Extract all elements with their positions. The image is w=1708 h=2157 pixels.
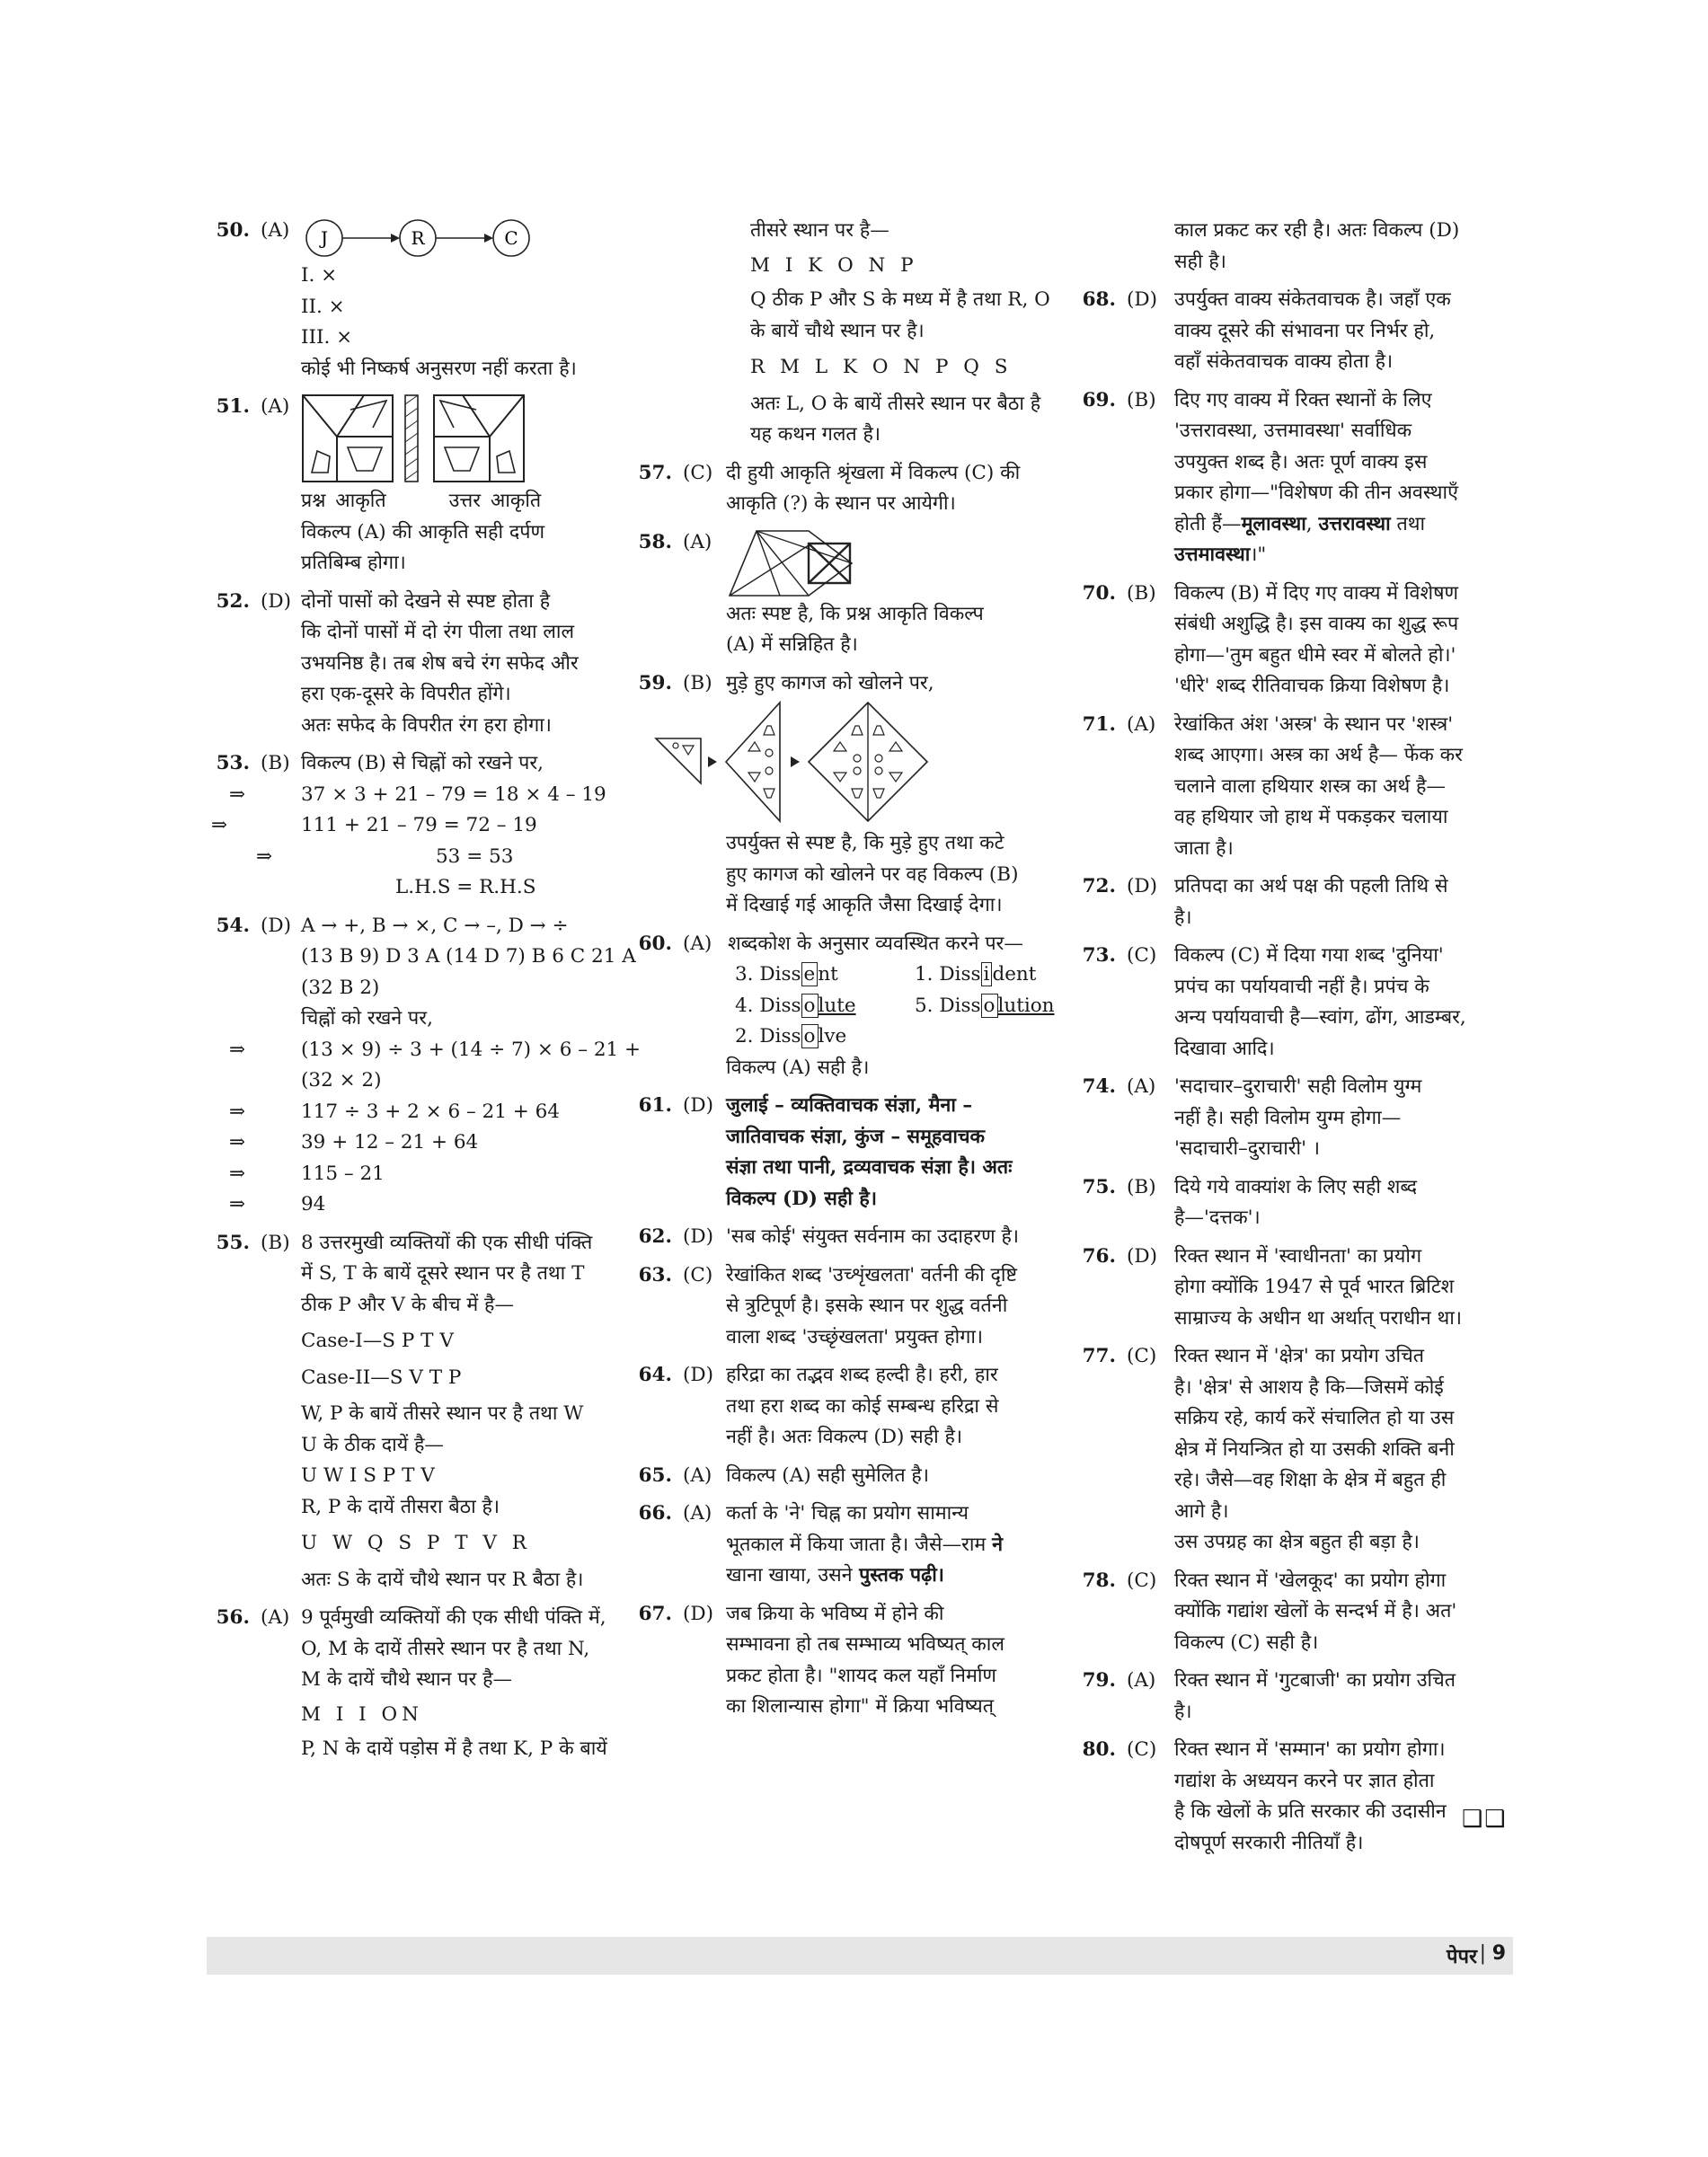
word-item: 1. Diss i dent bbox=[915, 963, 1037, 986]
answer-option: (A) bbox=[683, 1463, 712, 1487]
answer-text: रिक्त स्थान में 'सम्मान' का प्रयोग होगा। bbox=[1174, 1738, 1446, 1761]
answer-text: दिये गये वाक्यांश के लिए सही शब्द bbox=[1174, 1175, 1417, 1198]
answer-text: नहीं है। अतः विकल्प (D) सही है। bbox=[726, 1426, 963, 1448]
case-line: Case-II—S V T P bbox=[301, 1366, 462, 1389]
question-number: 73. bbox=[1082, 944, 1116, 967]
answer-text: अन्य पर्यायवाची है—स्वांग, ढोंग, आडम्बर, bbox=[1174, 1006, 1466, 1029]
question-number: 72. bbox=[1082, 875, 1116, 897]
sequence-line: U W I S P T V bbox=[301, 1464, 435, 1487]
answer-text: के बायें चौथे स्थान पर है। bbox=[750, 319, 925, 342]
question-number: 60. bbox=[638, 932, 672, 955]
question-number: 53. bbox=[216, 752, 250, 774]
answer-text: है कि खेलों के प्रति सरकार की उदासीन bbox=[1174, 1800, 1447, 1823]
node-chain-diagram bbox=[301, 216, 535, 261]
word-item: 3. Diss e nt bbox=[735, 963, 838, 986]
question-66 bbox=[638, 1498, 1076, 1592]
answer-text: दोनों पासों को देखने से स्पष्ट होता है bbox=[301, 589, 551, 613]
answer-text: जुलाई – व्यक्तिवाचक संज्ञा, मैना – bbox=[726, 1094, 973, 1117]
question-number: 65. bbox=[638, 1463, 672, 1487]
node-c-label: C bbox=[504, 227, 518, 249]
equation-line bbox=[229, 1035, 642, 1066]
answer-text: कि दोनों पासों में दो रंग पीला तथा लाल bbox=[301, 621, 575, 643]
answer-text: U के ठीक दायें है— bbox=[301, 1433, 444, 1456]
footer-separator: | bbox=[1479, 1942, 1486, 1965]
answer-option: (D) bbox=[261, 589, 292, 613]
answer-text: वाक्य दूसरे की संभावना पर निर्भर हो, bbox=[1174, 319, 1436, 342]
question-number: 50. bbox=[216, 219, 250, 242]
node-r-label: R bbox=[411, 227, 425, 249]
answer-text: प्रतिबिम्ब होगा। bbox=[301, 552, 406, 574]
answer-text: 'सब कोई' संयुक्त सर्वनाम का उदाहरण है। bbox=[726, 1225, 1020, 1248]
word-item: 4. Diss o lute bbox=[735, 994, 856, 1017]
section-end-mark: ❑❑ bbox=[1462, 1806, 1508, 1833]
question-62 bbox=[638, 1222, 1076, 1253]
answer-text: चिह्नों को रखने पर, bbox=[301, 1007, 433, 1030]
question-73 bbox=[1082, 941, 1515, 1065]
question-number: 68. bbox=[1082, 288, 1116, 311]
equation-line bbox=[229, 1189, 627, 1221]
question-number: 76. bbox=[1082, 1244, 1116, 1268]
answer-text: हरिद्रा का तद्भव शब्द हल्दी है। हरी, हार bbox=[726, 1364, 998, 1386]
equation-line bbox=[229, 780, 627, 811]
equation: 117 ÷ 3 + 2 × 6 – 21 + 64 bbox=[301, 1100, 560, 1123]
conclusion-3: III. × bbox=[301, 326, 353, 349]
answer-text: अतः S के दायें चौथे स्थान पर R बैठा है। bbox=[301, 1568, 584, 1591]
question-78 bbox=[1082, 1566, 1515, 1659]
answer-text: प्रकट होता है। "शायद कल यहाँ निर्माण bbox=[726, 1664, 996, 1687]
answer-option: (B) bbox=[261, 752, 290, 774]
question-56 bbox=[205, 1603, 627, 1765]
answer-text: हुए कागज को खोलने पर वह विकल्प (B) bbox=[726, 862, 1019, 886]
answer-text: कर्ता के 'ने' चिह्न का प्रयोग सामान्य bbox=[726, 1502, 969, 1525]
question-number: 55. bbox=[216, 1231, 250, 1254]
answer-option: (A) bbox=[1127, 1669, 1156, 1692]
answer-text: होगा—'तुम बहुत धीमे स्वर में बोलते हो।' bbox=[1174, 643, 1456, 667]
question-77 bbox=[1082, 1341, 1515, 1559]
answer-text: R, P के दायें तीसरा बैठा है। bbox=[301, 1495, 500, 1518]
word-order-list bbox=[726, 959, 1076, 1053]
folded-paper-figure bbox=[654, 699, 987, 825]
answer-text: दी हुयी आकृति श्रृंखला में विकल्प (C) की bbox=[726, 461, 1021, 484]
answer-option: (B) bbox=[683, 671, 712, 694]
answer-text: होगा क्योंकि 1947 से पूर्व भारत ब्रिटिश bbox=[1174, 1276, 1455, 1298]
question-number: 75. bbox=[1082, 1175, 1116, 1198]
answer-option: (D) bbox=[683, 1094, 714, 1117]
question-number: 78. bbox=[1082, 1569, 1116, 1592]
question-67 bbox=[638, 1599, 1076, 1723]
question-60 bbox=[638, 929, 1076, 1084]
answer-text: चलाने वाला हथियार शस्त्र का अर्थ है— bbox=[1174, 774, 1446, 798]
answer-text: ठीक P और V के बीच में है— bbox=[301, 1293, 514, 1316]
implies-arrow: ⇒ bbox=[229, 1038, 246, 1061]
answer-text: 'सदाचारी–दुराचारी' । bbox=[1174, 1137, 1321, 1160]
answer-text: विकल्प (D) सही है। bbox=[726, 1187, 877, 1210]
answer-text: उपर्युक्त वाक्य संकेतवाचक है। जहाँ एक bbox=[1174, 288, 1451, 311]
question-79 bbox=[1082, 1666, 1515, 1728]
answer-text: नहीं है। सही विलोम युग्म होगा— bbox=[1174, 1106, 1402, 1129]
answer-text: आगे है। bbox=[1174, 1499, 1229, 1523]
answer-option: (D) bbox=[683, 1225, 714, 1248]
answer-text: शब्दकोश के अनुसार व्यवस्थित करने पर— bbox=[728, 932, 1023, 955]
answer-text: है। bbox=[1174, 1700, 1192, 1723]
answer-option: (C) bbox=[683, 461, 713, 484]
answer-option: (D) bbox=[683, 1602, 714, 1625]
answer-text: संज्ञा तथा पानी, द्रव्यवाचक संज्ञा है। अतः bbox=[726, 1156, 1013, 1179]
question-number: 66. bbox=[638, 1502, 672, 1525]
question-number: 70. bbox=[1082, 581, 1116, 605]
equation: 37 × 3 + 21 – 79 = 18 × 4 – 19 bbox=[301, 782, 606, 806]
answer-text: से त्रुटिपूर्ण है। इसके स्थान पर शुद्ध वर्तनी bbox=[726, 1295, 1008, 1317]
answer-text: जाता है। bbox=[1174, 836, 1234, 860]
answer-text: दिखावा आदि। bbox=[1174, 1037, 1275, 1060]
answer-text: विकल्प (A) सही है। bbox=[726, 1056, 870, 1079]
answer-text: दोषपूर्ण सरकारी नीतियाँ है। bbox=[1174, 1831, 1364, 1854]
question-71 bbox=[1082, 710, 1515, 865]
answer-option: (C) bbox=[1127, 1738, 1157, 1761]
answer-option: (A) bbox=[261, 219, 290, 242]
answer-text: में दिखाई गई आकृति जैसा दिखाई देगा। bbox=[726, 894, 1003, 916]
question-55 bbox=[205, 1228, 627, 1596]
question-number: 64. bbox=[638, 1364, 672, 1386]
equation: 39 + 12 – 21 + 64 bbox=[301, 1131, 479, 1154]
answer-text: प्रपंच का पर्यायवाची नहीं है। प्रपंच के bbox=[1174, 975, 1429, 998]
footer-label: पेपर bbox=[1447, 1946, 1477, 1968]
answer-text: उस उपग्रह का क्षेत्र बहुत ही बड़ा है। bbox=[1174, 1531, 1420, 1553]
answer-text: वाला शब्द 'उच्छृंखलता' प्रयुक्त होगा। bbox=[726, 1325, 984, 1348]
answer-option: (D) bbox=[1127, 875, 1158, 897]
sequence-line: M I K O N P bbox=[750, 253, 918, 277]
answer-text: सही है। bbox=[1174, 250, 1226, 273]
equation-line bbox=[256, 842, 627, 873]
answer-text: 'सदाचार–दुराचारी' सही विलोम युग्म bbox=[1174, 1075, 1422, 1098]
answer-text: रिक्त स्थान में 'स्वाधीनता' का प्रयोग bbox=[1174, 1244, 1422, 1268]
equation-line bbox=[211, 810, 627, 842]
question-64 bbox=[638, 1360, 1076, 1454]
sequence-line: U W Q S P T V R bbox=[301, 1532, 531, 1554]
answer-text: रिक्त स्थान में 'क्षेत्र' का प्रयोग उचित bbox=[1174, 1345, 1424, 1367]
word-item: 2. Diss o lve bbox=[735, 1025, 847, 1048]
answer-text: वहाँ संकेतवाचक वाक्य होता है। bbox=[1174, 350, 1394, 373]
question-number: 77. bbox=[1082, 1345, 1116, 1367]
question-72 bbox=[1082, 871, 1515, 933]
answer-text: A → +, B → ×, C → –, D → ÷ bbox=[301, 914, 569, 937]
answer-option: (D) bbox=[1127, 1244, 1158, 1268]
answer-text: में S, T के बायें दूसरे स्थान पर है तथा T bbox=[301, 1262, 585, 1285]
question-number: 79. bbox=[1082, 1669, 1116, 1692]
answer-text: वह हथियार जो हाथ में पकड़कर चलाया bbox=[1174, 806, 1448, 828]
question-number: 71. bbox=[1082, 712, 1116, 736]
equation: 53 = 53 bbox=[436, 844, 514, 868]
question-number: 51. bbox=[216, 395, 250, 418]
answer-text: गद्यांश के अध्ययन करने पर ज्ञात होता bbox=[1174, 1769, 1435, 1792]
page-number: 9 bbox=[1491, 1942, 1506, 1965]
caption-question-figure: प्रश्न आकृति bbox=[301, 490, 386, 512]
answer-text: तीसरे स्थान पर है— bbox=[750, 219, 889, 242]
question-number: 69. bbox=[1082, 388, 1116, 411]
equation-line bbox=[229, 1097, 627, 1128]
answer-text: M के दायें चौथे स्थान पर है— bbox=[301, 1668, 513, 1691]
answer-text: विकल्प (C) सही है। bbox=[1174, 1631, 1319, 1654]
answer-text: होती हैं—मूलावस्था, उत्तरावस्था तथा bbox=[1174, 512, 1426, 535]
sequence-line: R M L K O N P Q S bbox=[750, 356, 1013, 378]
answer-text: उपर्युक्त से स्पष्ट है, कि मुड़े हुए तथा कटे bbox=[726, 832, 1004, 854]
answer-text: अतः स्पष्ट है, कि प्रश्न आकृति विकल्प bbox=[726, 602, 984, 625]
answer-option: (A) bbox=[1127, 1075, 1156, 1098]
equation-line bbox=[229, 1127, 627, 1159]
answer-text: हरा एक-दूसरे के विपरीत होंगे। bbox=[301, 683, 511, 705]
implies-arrow: ⇒ bbox=[229, 782, 246, 806]
answer-text: रिक्त स्थान में 'खेलकूद' का प्रयोग होगा bbox=[1174, 1569, 1447, 1592]
answer-option: (D) bbox=[261, 914, 292, 937]
answer-text: यह कथन गलत है। bbox=[750, 423, 881, 446]
answer-text: W, P के बायें तीसरे स्थान पर है तथा W bbox=[301, 1402, 584, 1425]
answer-text: मुड़े हुए कागज को खोलने पर, bbox=[726, 671, 934, 694]
column-3 bbox=[1082, 216, 1515, 1866]
answer-text: उपयुक्त शब्द है। अतः पूर्ण वाक्य इस bbox=[1174, 450, 1428, 473]
equation: 111 + 21 – 79 = 72 – 19 bbox=[301, 814, 537, 836]
node-j-label: J bbox=[320, 227, 329, 249]
question-68 bbox=[1082, 285, 1515, 378]
question-56-continued bbox=[654, 216, 1076, 451]
page-footer bbox=[207, 1937, 1513, 1975]
question-54 bbox=[205, 911, 642, 1221]
question-65 bbox=[638, 1461, 1076, 1492]
answer-text: आकृति (?) के स्थान पर आयेगी। bbox=[726, 492, 956, 515]
question-number: 59. bbox=[638, 671, 672, 694]
answer-text: जातिवाचक संज्ञा, कुंज – समूहवाचक bbox=[726, 1125, 986, 1148]
answer-text: काल प्रकट कर रही है। अतः विकल्प (D) bbox=[1174, 219, 1460, 242]
answer-text: अतः सफेद के विपरीत रंग हरा होगा। bbox=[301, 713, 552, 737]
question-52 bbox=[205, 587, 627, 742]
question-70 bbox=[1082, 579, 1515, 703]
embedded-figure bbox=[726, 527, 861, 599]
answer-text: (A) में सन्निहित है। bbox=[726, 633, 858, 656]
equation: 94 bbox=[301, 1193, 326, 1216]
question-number: 80. bbox=[1082, 1738, 1116, 1761]
answer-text: भूतकाल में किया जाता है। जैसे—राम ने bbox=[726, 1533, 1004, 1556]
answer-text: 'उत्तरावस्था, उत्तमावस्था' सर्वाधिक bbox=[1174, 420, 1412, 442]
answer-text: है। 'क्षेत्र' से आशय है कि—जिसमें कोई bbox=[1174, 1375, 1444, 1399]
answer-option: (B) bbox=[1127, 388, 1156, 411]
answer-text: 8 उत्तरमुखी व्यक्तियों की एक सीधी पंक्ति bbox=[301, 1231, 593, 1254]
answer-option: (A) bbox=[261, 395, 290, 418]
answer-text: रेखांकित शब्द 'उच्शृंखलता' वर्तनी की दृष्टि bbox=[726, 1263, 1018, 1286]
question-69 bbox=[1082, 385, 1515, 571]
sequence-line: M I I ON bbox=[301, 1702, 423, 1726]
equation: (13 × 9) ÷ 3 + (14 ÷ 7) × 6 – 21 + bbox=[301, 1038, 642, 1061]
answer-text: प्रतिपदा का अर्थ पक्ष की पहली तिथि से bbox=[1174, 875, 1448, 897]
answer-text: कोई भी निष्कर्ष अनुसरण नहीं करता है। bbox=[301, 357, 577, 380]
implies-arrow: ⇒ bbox=[229, 1193, 246, 1216]
question-74 bbox=[1082, 1072, 1515, 1165]
question-57 bbox=[638, 458, 1076, 520]
answer-option: (D) bbox=[1127, 288, 1158, 311]
answer-text: (13 B 9) D 3 A (14 D 7) B 6 C 21 A bbox=[301, 945, 636, 968]
answer-option: (A) bbox=[1127, 712, 1156, 736]
question-number: 56. bbox=[216, 1606, 250, 1629]
answer-text: साम्राज्य के अधीन था अर्थात् पराधीन था। bbox=[1174, 1306, 1463, 1330]
answer-text: खाना खाया, उसने पुस्तक पढ़ी। bbox=[726, 1564, 944, 1587]
answer-text: रेखांकित अंश 'अस्त्र' के स्थान पर 'शस्त्र' bbox=[1174, 712, 1454, 736]
question-number: 74. bbox=[1082, 1075, 1116, 1098]
question-number: 62. bbox=[638, 1225, 672, 1248]
answer-text: सम्भावना हो तब सम्भाव्य भविष्यत् काल bbox=[726, 1633, 1004, 1656]
answer-text: Q ठीक P और S के मध्य में है तथा R, O bbox=[750, 288, 1050, 311]
answer-text: उभयनिष्ठ है। तब शेष बचे रंग सफेद और bbox=[301, 651, 579, 675]
answer-text: शब्द आएगा। अस्त्र का अर्थ है— फेंक कर bbox=[1174, 744, 1463, 766]
answer-option: (C) bbox=[683, 1263, 713, 1286]
equation-line bbox=[229, 1159, 627, 1190]
implies-arrow: ⇒ bbox=[256, 844, 273, 868]
question-80 bbox=[1082, 1735, 1515, 1859]
answer-text: विकल्प (A) सही सुमेलित है। bbox=[726, 1463, 929, 1487]
question-number: 63. bbox=[638, 1263, 672, 1286]
answer-text: रिक्त स्थान में 'गुटबाजी' का प्रयोग उचित bbox=[1174, 1669, 1456, 1692]
column-2 bbox=[638, 216, 1076, 1730]
answer-option: (B) bbox=[1127, 1175, 1156, 1198]
answer-option: (C) bbox=[1127, 1569, 1157, 1592]
caption-answer-figure: उत्तर आकृति bbox=[448, 490, 542, 512]
answer-text: विकल्प (B) से चिह्नों को रखने पर, bbox=[301, 752, 544, 774]
answer-option: (C) bbox=[1127, 944, 1157, 967]
conclusion-1: I. × bbox=[301, 264, 338, 287]
answer-option: (C) bbox=[1127, 1345, 1157, 1367]
question-59 bbox=[638, 668, 1076, 922]
answer-text: जब क्रिया के भविष्य में होने की bbox=[726, 1602, 944, 1625]
question-51 bbox=[205, 392, 627, 579]
column-1 bbox=[205, 216, 642, 1772]
answer-text: उत्तमावस्था।" bbox=[1174, 544, 1267, 566]
question-61 bbox=[638, 1091, 1076, 1215]
question-75 bbox=[1082, 1172, 1515, 1234]
answer-text: विकल्प (B) में दिए गए वाक्य में विशेषण bbox=[1174, 581, 1459, 605]
answer-option: (A) bbox=[261, 1606, 290, 1629]
answer-text: O, M के दायें तीसरे स्थान पर है तथा N, bbox=[301, 1637, 590, 1660]
answer-text: क्षेत्र में नियन्त्रित हो या उसकी शक्ति बनी bbox=[1174, 1437, 1455, 1461]
conclusion-2: II. × bbox=[301, 295, 345, 318]
answer-text: का शिलान्यास होगा" में क्रिया भविष्यत् bbox=[726, 1695, 995, 1718]
equation: (32 × 2) bbox=[301, 1069, 382, 1092]
question-number: 52. bbox=[216, 589, 250, 613]
answer-text: विकल्प (A) की आकृति सही दर्पण bbox=[301, 520, 545, 544]
question-53 bbox=[205, 748, 627, 904]
question-number: 57. bbox=[638, 461, 672, 484]
implies-arrow: ⇒ bbox=[229, 1162, 246, 1185]
mirror-image-figure bbox=[301, 392, 544, 486]
question-50 bbox=[205, 216, 627, 385]
answer-option: (D) bbox=[683, 1364, 714, 1386]
answer-text: सक्रिय रहे, कार्य करें संचालित हो या उस bbox=[1174, 1407, 1455, 1429]
answer-text: (32 B 2) bbox=[301, 976, 380, 999]
equation: 115 – 21 bbox=[301, 1162, 385, 1185]
answer-text: प्रकार होगा—"विशेषण की तीन अवस्थाएँ bbox=[1174, 482, 1458, 504]
answer-text: तथा हरा शब्द का कोई सम्बन्ध हरिद्रा से bbox=[726, 1394, 999, 1418]
answer-option: (A) bbox=[683, 1502, 712, 1525]
implies-arrow: ⇒ bbox=[229, 1131, 246, 1154]
question-number: 67. bbox=[638, 1602, 672, 1625]
question-number: 58. bbox=[638, 530, 672, 553]
question-58 bbox=[638, 527, 1076, 661]
answer-option: (A) bbox=[683, 932, 712, 955]
answer-option: (B) bbox=[1127, 581, 1156, 605]
answer-text: संबंधी अशुद्धि है। इस वाक्य का शुद्ध रूप bbox=[1174, 613, 1459, 635]
implies-arrow: ⇒ bbox=[211, 814, 228, 836]
answer-option: (A) bbox=[683, 530, 712, 553]
question-63 bbox=[638, 1260, 1076, 1354]
answer-text: अतः L, O के बायें तीसरे स्थान पर बैठा है bbox=[750, 392, 1041, 415]
question-67-continued bbox=[1098, 216, 1515, 278]
answer-option: (B) bbox=[261, 1231, 290, 1254]
answer-text: 9 पूर्वमुखी व्यक्तियों की एक सीधी पंक्ति में, bbox=[301, 1606, 606, 1629]
answer-text: क्योंकि गद्यांश खेलों के सन्दर्भ में है। अत' bbox=[1174, 1600, 1457, 1622]
equation: L.H.S = R.H.S bbox=[395, 876, 536, 898]
case-line: Case-I—S P T V bbox=[301, 1330, 454, 1352]
answer-text: विकल्प (C) में दिया गया शब्द 'दुनिया' bbox=[1174, 944, 1444, 967]
answer-text: P, N के दायें पड़ोस में है तथा K, P के बायें bbox=[301, 1737, 607, 1760]
implies-arrow: ⇒ bbox=[229, 1100, 246, 1123]
question-number: 54. bbox=[216, 914, 250, 937]
answer-text: है—'दत्तक'। bbox=[1174, 1207, 1261, 1229]
answer-text: रहे। जैसे—वह शिक्षा के क्षेत्र में बहुत ही bbox=[1174, 1469, 1447, 1491]
answer-text: दिए गए वाक्य में रिक्त स्थानों के लिए bbox=[1174, 388, 1432, 411]
question-number: 61. bbox=[638, 1094, 672, 1117]
answer-text: है। bbox=[1174, 906, 1192, 929]
word-item: 5. Diss o lution bbox=[915, 994, 1055, 1017]
answer-text: 'धीरे' शब्द रीतिवाचक क्रिया विशेषण है। bbox=[1174, 675, 1450, 697]
question-76 bbox=[1082, 1242, 1515, 1335]
